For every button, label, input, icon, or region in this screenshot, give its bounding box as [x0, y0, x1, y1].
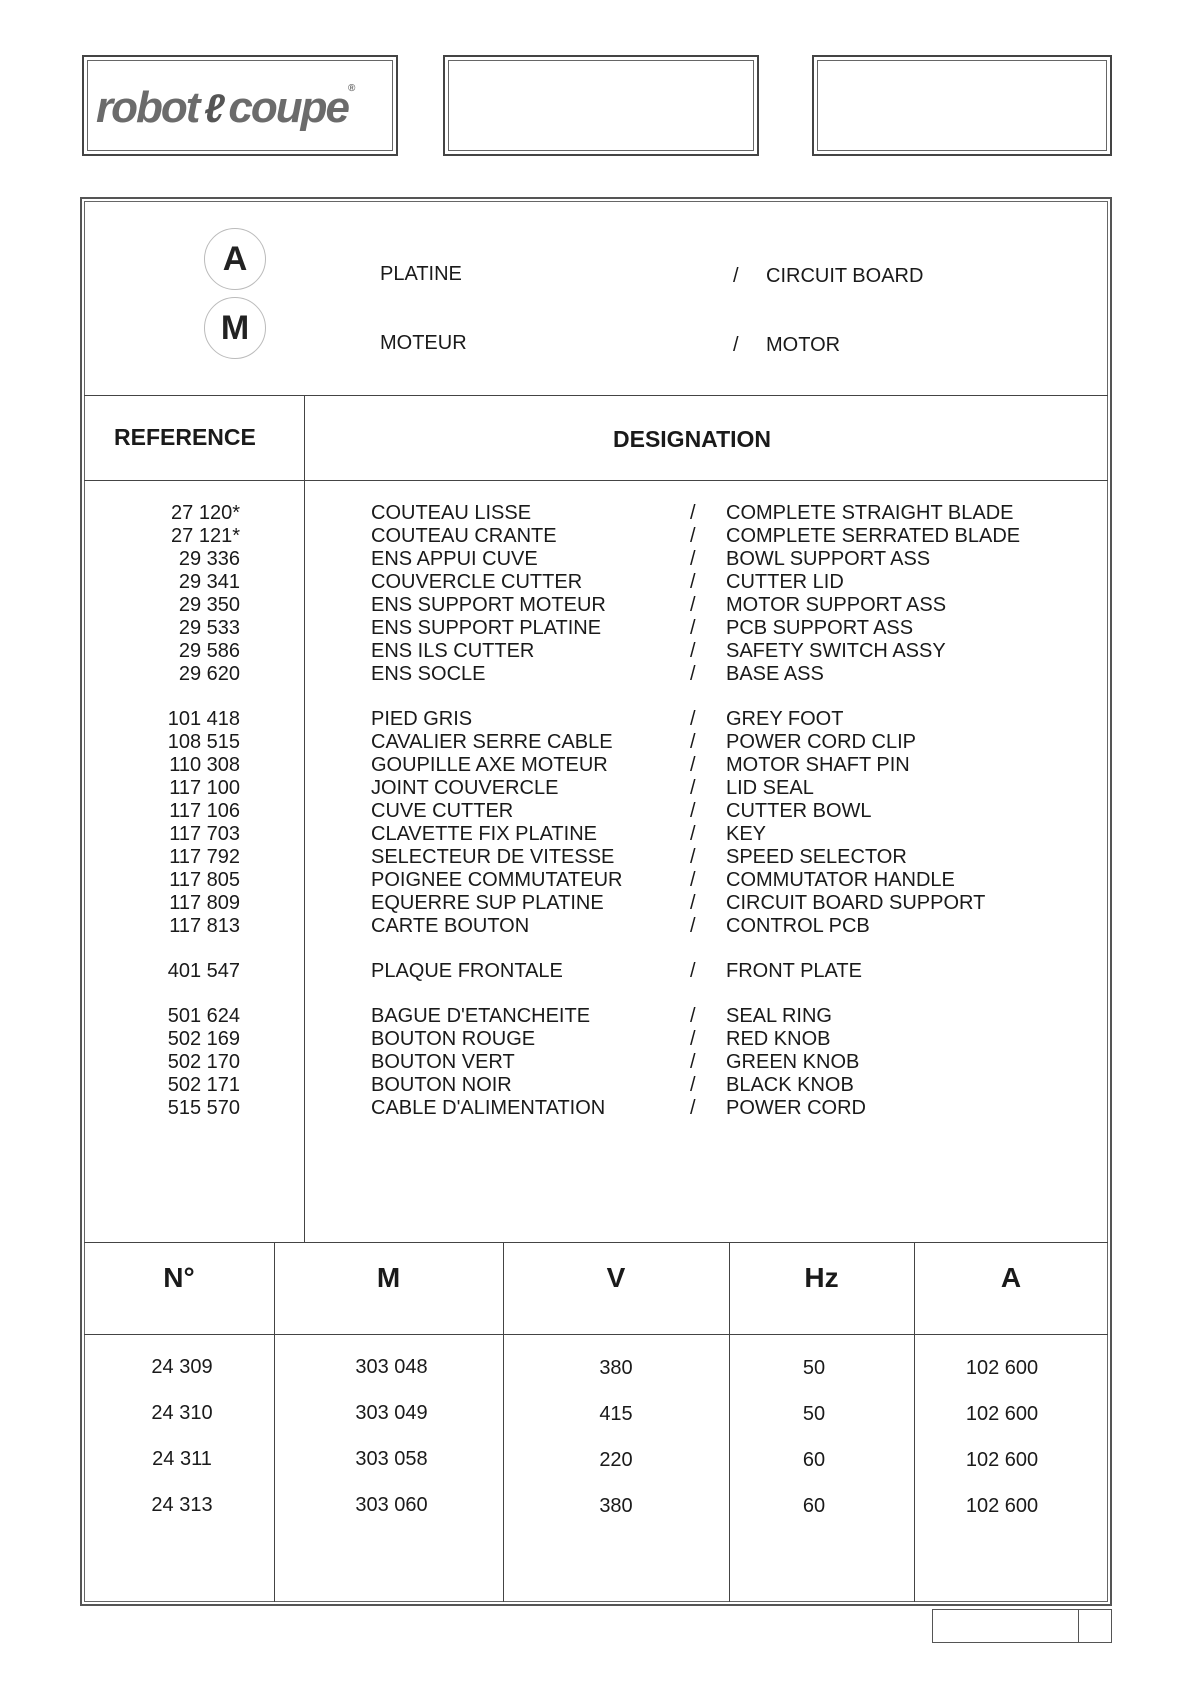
parts-reference-column: [140, 502, 240, 1120]
parts-english-column: [726, 502, 1020, 1120]
motor-cell: 303 048: [355, 1356, 428, 1378]
part-name-fr: COUTEAU LISSE: [371, 502, 532, 524]
part-separator: /: [690, 1005, 696, 1027]
part-name-fr: BOUTON ROUGE: [371, 1028, 536, 1050]
header-reference: REFERENCE: [114, 424, 256, 450]
part-separator: /: [690, 915, 696, 937]
part-name-en: POWER CORD: [726, 1097, 866, 1119]
motor-header-number: N°: [163, 1262, 195, 1293]
motor-cell: 102 600: [965, 1403, 1039, 1425]
part-name-fr: ENS SUPPORT MOTEUR: [371, 594, 606, 616]
legend-sep-m: /: [733, 334, 739, 356]
part-name-en: GREY FOOT: [726, 708, 844, 730]
part-name-fr: CABLE D'ALIMENTATION: [371, 1097, 606, 1119]
header-box-right: [812, 55, 1112, 156]
part-name-en: LID SEAL: [726, 777, 814, 799]
legend-en-motor: MOTOR: [766, 334, 841, 356]
part-separator: /: [690, 754, 696, 776]
part-name-fr: COUTEAU CRANTE: [371, 525, 557, 547]
part-name-en: PCB SUPPORT ASS: [726, 617, 914, 639]
parts-french-column: [371, 502, 622, 1120]
part-name-en: BLACK KNOB: [726, 1074, 854, 1096]
motor-cell: 60: [802, 1449, 826, 1471]
divider-headers: [84, 480, 1108, 481]
part-ref: 117 805: [169, 869, 240, 891]
motor-header-v: V: [606, 1262, 626, 1293]
part-name-en: MOTOR SHAFT PIN: [726, 754, 910, 776]
part-name-fr: PLAQUE FRONTALE: [371, 960, 563, 982]
part-separator: /: [690, 731, 696, 753]
part-ref: 108 515: [167, 731, 240, 753]
part-ref: 502 169: [167, 1028, 240, 1050]
part-name-en: FRONT PLATE: [726, 960, 862, 982]
part-name-en: CIRCUIT BOARD SUPPORT: [726, 892, 986, 914]
part-name-en: SPEED SELECTOR: [726, 846, 907, 868]
part-name-fr: EQUERRE SUP PLATINE: [371, 892, 604, 914]
part-separator: /: [690, 594, 696, 616]
motor-header-hz: Hz: [804, 1262, 839, 1293]
part-name-en: COMPLETE SERRATED BLADE: [726, 525, 1021, 547]
part-name-fr: ENS ILS CUTTER: [371, 640, 535, 662]
part-name-en: BASE ASS: [726, 663, 824, 685]
part-separator: /: [690, 502, 696, 524]
motor-cell: 24 310: [151, 1402, 213, 1424]
part-separator: /: [690, 1051, 696, 1073]
part-ref: 29 533: [178, 617, 240, 639]
part-name-fr: PIED GRIS: [371, 708, 473, 730]
part-name-en: SAFETY SWITCH ASSY: [726, 640, 946, 662]
legend-fr-platine: PLATINE: [380, 263, 462, 285]
part-name-fr: ENS SUPPORT PLATINE: [371, 617, 602, 639]
part-ref: 29 341: [178, 571, 240, 593]
parts-separator-column: [690, 502, 696, 1120]
part-ref: 515 570: [167, 1097, 240, 1119]
brand-logo: [96, 83, 355, 133]
part-ref: 501 624: [167, 1005, 240, 1027]
part-ref: 101 418: [167, 708, 240, 730]
divider-motor-table-header: [84, 1334, 1108, 1335]
motor-cell: 303 058: [355, 1448, 428, 1470]
part-name-fr: CARTE BOUTON: [371, 915, 530, 937]
legend-circle-a: A: [204, 228, 266, 290]
legend-circle-m: M: [204, 297, 266, 359]
part-ref: 29 586: [178, 640, 240, 662]
part-name-en: SEAL RING: [726, 1005, 832, 1027]
header-box-middle: [443, 55, 759, 156]
part-separator: /: [690, 869, 696, 891]
motor-cell: 24 309: [151, 1356, 213, 1378]
motor-cell: 415: [599, 1403, 633, 1425]
part-separator: /: [690, 571, 696, 593]
motor-header-a: A: [1000, 1262, 1022, 1293]
motor-cell: 380: [599, 1357, 633, 1379]
part-ref: 502 170: [167, 1051, 240, 1073]
legend-sep-a: /: [733, 265, 739, 287]
part-separator: /: [690, 663, 696, 685]
part-separator: /: [690, 800, 696, 822]
part-separator: /: [690, 617, 696, 639]
motor-cell: 380: [599, 1495, 633, 1517]
part-separator: /: [690, 1074, 696, 1096]
motor-cell: 102 600: [965, 1449, 1039, 1471]
part-separator: /: [690, 777, 696, 799]
part-ref: 29 336: [178, 548, 240, 570]
part-name-fr: CAVALIER SERRE CABLE: [371, 731, 613, 753]
motor-cell: 50: [802, 1357, 826, 1379]
motor-cell: 102 600: [965, 1357, 1039, 1379]
part-ref: 29 620: [178, 663, 240, 685]
part-name-fr: BOUTON NOIR: [371, 1074, 512, 1096]
part-separator: /: [690, 640, 696, 662]
part-name-en: KEY: [726, 823, 767, 845]
part-name-en: CONTROL PCB: [726, 915, 870, 937]
part-name-en: RED KNOB: [726, 1028, 831, 1050]
part-ref: 27 121*: [171, 525, 240, 547]
part-ref: 401 547: [167, 960, 240, 982]
motor-cell: 24 313: [151, 1494, 213, 1516]
motor-cell: 102 600: [965, 1495, 1039, 1517]
part-name-fr: BAGUE D'ETANCHEITE: [371, 1005, 591, 1027]
part-ref: 117 809: [169, 892, 240, 914]
part-name-fr: ENS APPUI CUVE: [371, 548, 538, 570]
brand-mark-icon: ℓ: [204, 87, 223, 131]
part-name-fr: POIGNEE COMMUTATEUR: [371, 869, 623, 891]
part-name-en: COMPLETE STRAIGHT BLADE: [726, 502, 1014, 524]
part-ref: 117 106: [169, 800, 240, 822]
part-separator: /: [690, 960, 696, 982]
part-name-en: BOWL SUPPORT ASS: [726, 548, 931, 570]
brand-logo-box: [82, 55, 398, 156]
motor-cell: 303 060: [355, 1494, 428, 1516]
divider-motor-table-top: [84, 1242, 1108, 1243]
motor-header-m: M: [376, 1262, 401, 1293]
part-name-fr: GOUPILLE AXE MOTEUR: [371, 754, 608, 776]
motor-cell: 24 311: [152, 1448, 212, 1470]
divider-ref-designation: [304, 395, 305, 1242]
part-name-fr: ENS SOCLE: [371, 663, 486, 685]
part-name-en: CUTTER BOWL: [726, 800, 872, 822]
part-name-fr: CLAVETTE FIX PLATINE: [371, 823, 597, 845]
part-name-en: COMMUTATOR HANDLE: [726, 869, 955, 891]
header-designation: DESIGNATION: [613, 426, 772, 452]
part-name-en: MOTOR SUPPORT ASS: [726, 594, 947, 616]
motor-cell: 60: [802, 1495, 826, 1517]
brand-name-right: coupe: [228, 83, 348, 132]
legend-en-circuit-board: CIRCUIT BOARD: [766, 265, 924, 287]
part-name-en: GREEN KNOB: [726, 1051, 860, 1073]
part-ref: 110 308: [169, 754, 240, 776]
page-number-divider: [1078, 1609, 1079, 1643]
part-separator: /: [690, 823, 696, 845]
registered-mark: ®: [347, 83, 356, 94]
part-name-fr: JOINT COUVERCLE: [371, 777, 559, 799]
part-name-fr: SELECTEUR DE VITESSE: [371, 846, 615, 868]
part-name-en: POWER CORD CLIP: [726, 731, 917, 753]
part-separator: /: [690, 846, 696, 868]
divider-legend: [84, 395, 1108, 396]
motor-cell: 220: [599, 1449, 633, 1471]
part-separator: /: [690, 1097, 696, 1119]
part-name-fr: CUVE CUTTER: [371, 800, 514, 822]
part-ref: 117 792: [169, 846, 240, 868]
motor-cell: 50: [802, 1403, 826, 1425]
part-separator: /: [690, 1028, 696, 1050]
part-separator: /: [690, 548, 696, 570]
part-name-fr: COUVERCLE CUTTER: [371, 571, 583, 593]
part-ref: 27 120*: [171, 502, 240, 524]
part-ref: 117 100: [169, 777, 240, 799]
part-ref: 502 171: [167, 1074, 240, 1096]
page-number-box: [932, 1609, 1112, 1643]
motor-cell: 303 049: [355, 1402, 428, 1424]
part-separator: /: [690, 525, 696, 547]
part-ref: 117 703: [169, 823, 240, 845]
part-ref: 29 350: [178, 594, 240, 616]
part-separator: /: [690, 892, 696, 914]
part-ref: 117 813: [169, 915, 240, 937]
part-separator: /: [690, 708, 696, 730]
part-name-en: CUTTER LID: [726, 571, 844, 593]
brand-name-left: robot: [96, 83, 199, 132]
part-name-fr: BOUTON VERT: [371, 1051, 515, 1073]
legend-fr-moteur: MOTEUR: [380, 332, 467, 354]
